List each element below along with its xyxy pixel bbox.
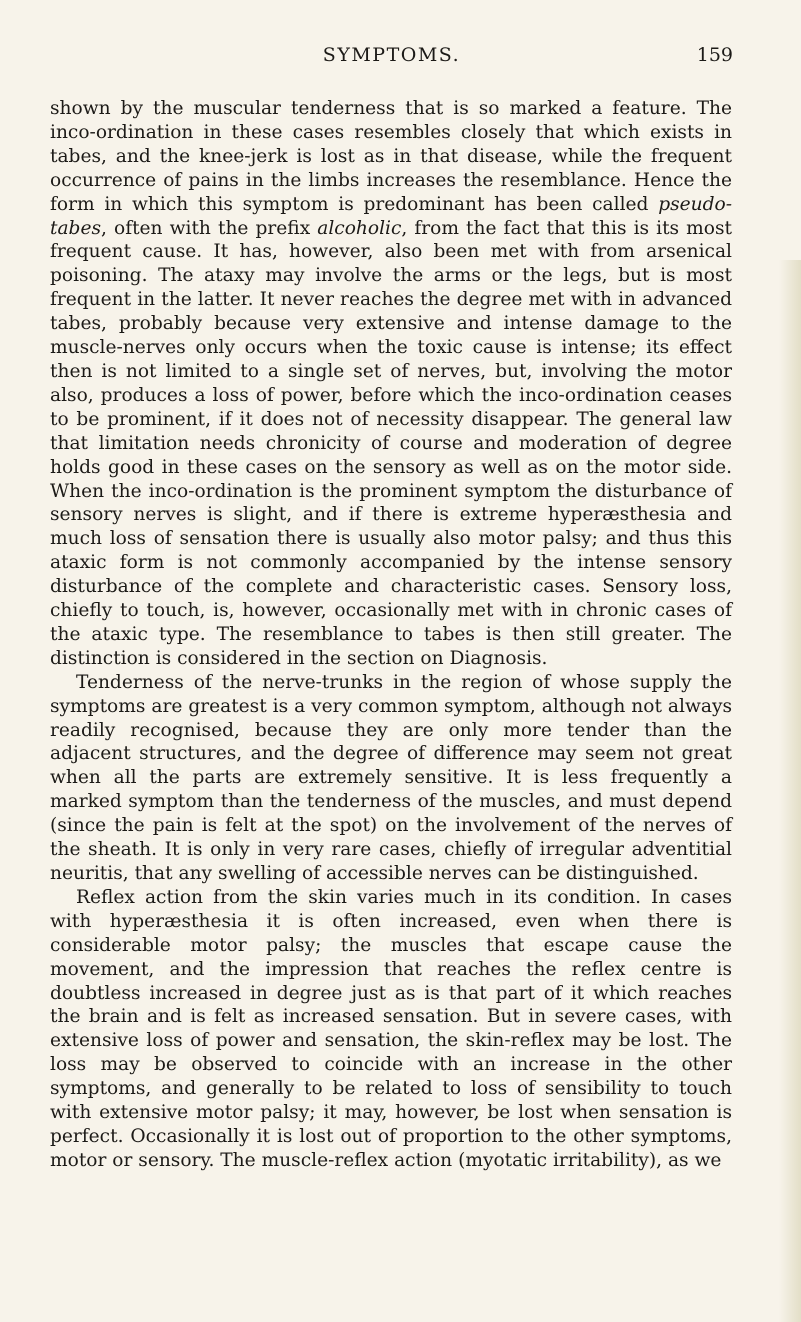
paragraph-1-text: shown by the muscular tenderness that is so marked a feature. The inco-ordination in these cases resembles closely that which exists in tabes, and the knee-jerk is lost as in that disease, while the frequent occurrence of pains in the limbs increases the resemblance. Hence the form in which this symptom is predominant has been called	[50, 98, 732, 215]
page-number: 159	[696, 44, 733, 66]
running-head	[50, 44, 733, 74]
italic-pseudo-tabes: pseudo-tabes	[50, 193, 732, 239]
paragraph-1	[50, 97, 732, 671]
paragraph-2: Tenderness of the nerve-trunks in the region of whose supply the symptoms are greatest is a very common symptom, although not always readily recognised, because they are only more tender than the adjacent structures, and the degree of difference may seem not great when all the parts are extremely sensitive. It is less frequently a marked symptom than the tenderness of the muscles, and must depend (since the pain is felt at the spot) on the involvement of the nerves of the sheath. It is only in very rare cases, chiefly of irregular adventitial neuritis, that any swelling of accessible nerves can be distinguished.	[50, 671, 732, 884]
italic-alcoholic: alcoholic	[317, 217, 402, 239]
running-title: SYMPTOMS.	[322, 44, 461, 66]
paragraph-1-text-end: , from the fact that this is its most frequent cause. It has, however, also been met with from arsenical poisoning. The ataxy may involve the arms or the legs, but is most frequent in the latter. It never reaches the degree met with in advanced tabes, probably because very extensive and intense damage to the muscle-nerves only occurs when the toxic cause is intense; its effect then is not limited to a single set of nerves, but, involving the motor also, produces a loss of power, before which the inco-ordination ceases to be prominent, if it does not of necessity disappear. The general law that limitation needs chronicity of course and moderation of degree holds good in these cases on the sensory as well as on the motor side. When the inco-ordination is the prominent symptom the disturbance of sensory nerves is slight, and if there is extreme hyperæsthesia and much loss of sensation there is usually also motor palsy; and thus this ataxic form is not commonly accompanied by the intense sensory disturbance of the complete and characteristic cases. Sensory loss, chiefly to touch, is, however, occasionally met with in chronic cases of the ataxic type. The resemblance to tabes is then still greater. The distinction is considered in the section on Diagnosis.	[50, 217, 733, 669]
body-text	[50, 97, 732, 1173]
page-edge-shadow	[779, 260, 801, 1322]
paragraph-1-text-middle: , often with the prefix	[101, 217, 318, 239]
paragraph-3: Reflex action from the skin varies much in its condition. In cases with hyperæsthesia it is often increased, even when there is considerable motor palsy; the muscles that escape cause the movement, and the impression that reaches the reflex centre is doubtless increased in degree just as is that part of it which reaches the brain and is felt as increased sensation. But in severe cases, with extensive loss of power and sensation, the skin-reflex may be lost. The loss may be observed to coincide with an increase in the other symptoms, and generally to be related to loss of sensibility to touch with extensive motor palsy; it may, however, be lost when sensation is perfect. Occasionally it is lost out of proportion to the other symptoms, motor or sensory. The muscle-reflex action (myotatic irritability), as we	[50, 886, 732, 1171]
